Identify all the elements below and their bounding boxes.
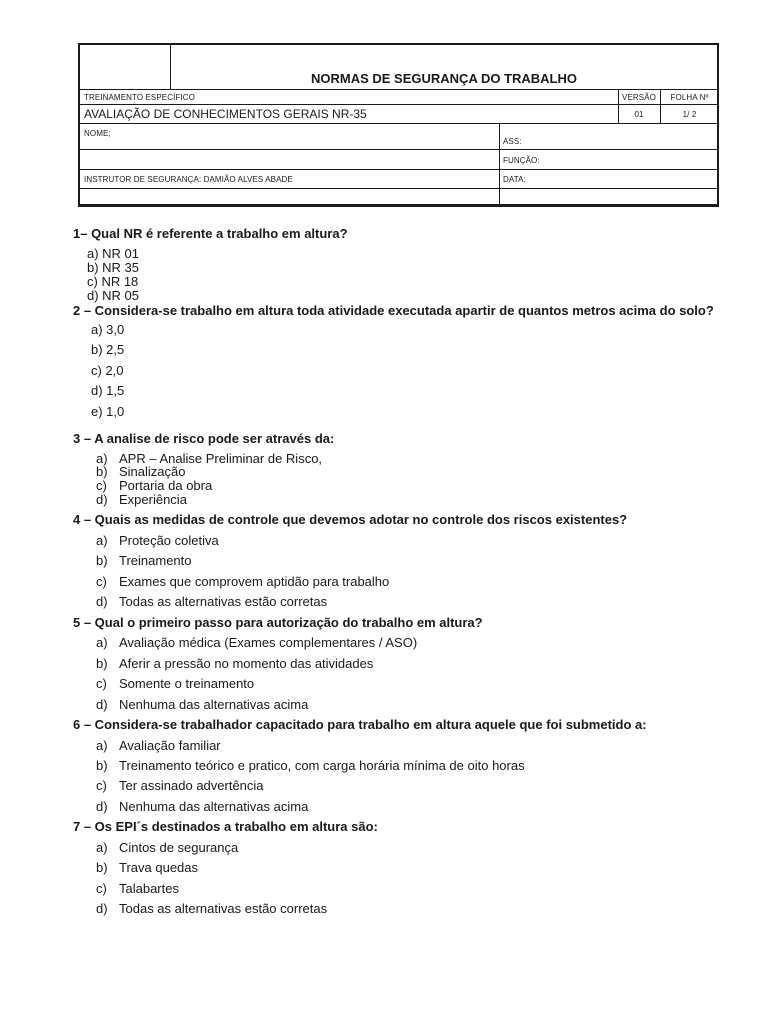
q1-option-c: c) NR 18	[87, 274, 139, 289]
q1-option-d: d) NR 05	[87, 288, 140, 303]
sheet-value: 1/ 2	[682, 110, 697, 119]
q1-option-b: b) NR 35	[87, 260, 140, 275]
header-row-title	[80, 105, 717, 124]
question-3: 3 – A analise de risco pode ser através da:	[73, 431, 335, 446]
header-row-function	[80, 150, 717, 170]
header-row-blank	[80, 189, 717, 205]
version-value: 01	[634, 110, 644, 119]
sheet-label: FOLHA Nº	[670, 93, 709, 102]
header-row-labels	[80, 89, 717, 105]
q1-option-a: a) NR 01	[87, 246, 140, 261]
version-label: VERSÃO	[622, 93, 656, 102]
main-title: NORMAS DE SEGURANÇA DO TRABALHO	[310, 71, 578, 86]
question-2: 2 – Considera-se trabalho em altura toda atividade executada apartir de quantos metros acima do solo?	[73, 303, 714, 318]
q2-option-a: a) 3,0	[91, 322, 125, 337]
question-5: 5 – Qual o primeiro passo para autorização do trabalho em altura?	[73, 615, 483, 630]
header-row-name	[80, 124, 717, 150]
question-4: 4 – Quais as medidas de controle que devemos adotar no controle dos riscos existentes?	[73, 512, 628, 527]
q2-option-c: c) 2,0	[91, 363, 124, 378]
q2-option-e: e) 1,0	[91, 404, 125, 419]
evaluation-title: AVALIAÇÃO DE CONHECIMENTOS GERAIS NR-35	[84, 107, 367, 121]
name-label: NOME;	[84, 129, 111, 138]
question-1: 1– Qual NR é referente a trabalho em altura?	[73, 226, 348, 241]
signature-label: ASS:	[503, 137, 522, 146]
date-label: DATA:	[503, 175, 526, 184]
q2-option-b: b) 2,5	[91, 342, 125, 357]
training-label: TREINAMENTO ESPECÍFICO	[84, 93, 195, 102]
document-header	[78, 43, 719, 207]
header-row-instructor	[80, 170, 717, 189]
function-label: FUNÇÃO:	[503, 156, 540, 165]
q2-option-d: d) 1,5	[91, 383, 125, 398]
logo-area	[80, 45, 171, 89]
instructor-label: INSTRUTOR DE SEGURANÇA: DAMIÃO ALVES ABADE	[84, 175, 293, 184]
question-6: 6 – Considera-se trabalhador capacitado para trabalho em altura aquele que foi submetido a:	[73, 717, 647, 732]
question-7: 7 – Os EPI´s destinados a trabalho em altura são:	[73, 819, 378, 834]
